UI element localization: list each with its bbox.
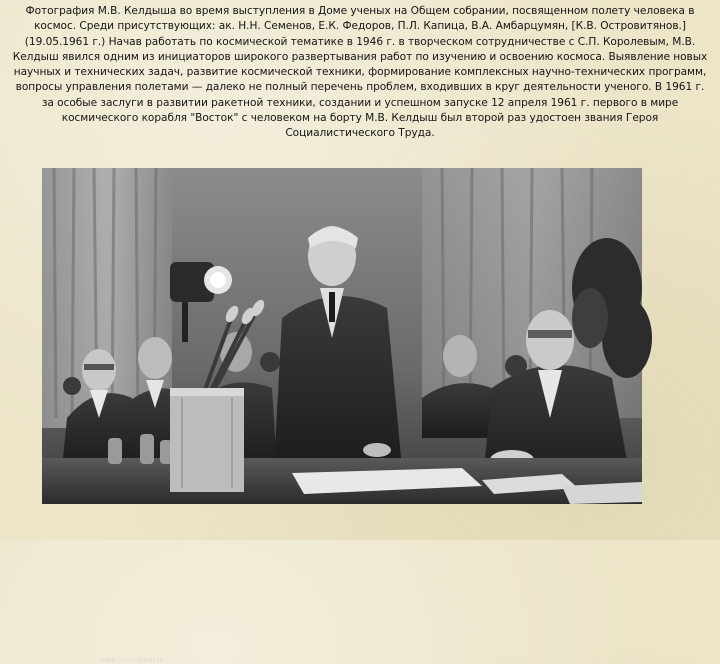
- photograph-scene: [42, 168, 642, 504]
- photo-watermark: www.ras.ru/keldysh: [100, 657, 164, 664]
- lectern: [170, 388, 244, 492]
- photo-caption: Фотография М.В. Келдыша во время выступления в Доме ученых на Общем собрании, посвященном полету человека в космос. Среди присутствующих: ак. Н.Н. Семенов, Е.К. Федоров, П.Л. Капица, В.А. Амбарцумян, [К.В. Островитянов.] (19.05.1961 г.) Начав работать по космической тематике в 1946 г. в творческом сотрудничестве с С.П. Королевым, М.В. Келдыш явился одним из инициаторов широкого развертывания работ по изучению и освоению космоса. Выявление новых научных и технических задач, развитие космической техники, формирование комплексных научно-технических программ, вопросы управления полетами — далеко не полный перечень проблем, входивших в круг деятельности ученого. В 1961 г. за особые заслуги в развитии ракетной техники, создании и успешном запуске 12 апреля 1961 г. первого в мире космического корабля "Восток" с человеком на борту М.В. Келдыш был второй раз удостоен звания Героя Социалистического Труда.: [12, 5, 708, 140]
- presidium-table: [42, 458, 642, 504]
- historical-photograph: [42, 168, 642, 664]
